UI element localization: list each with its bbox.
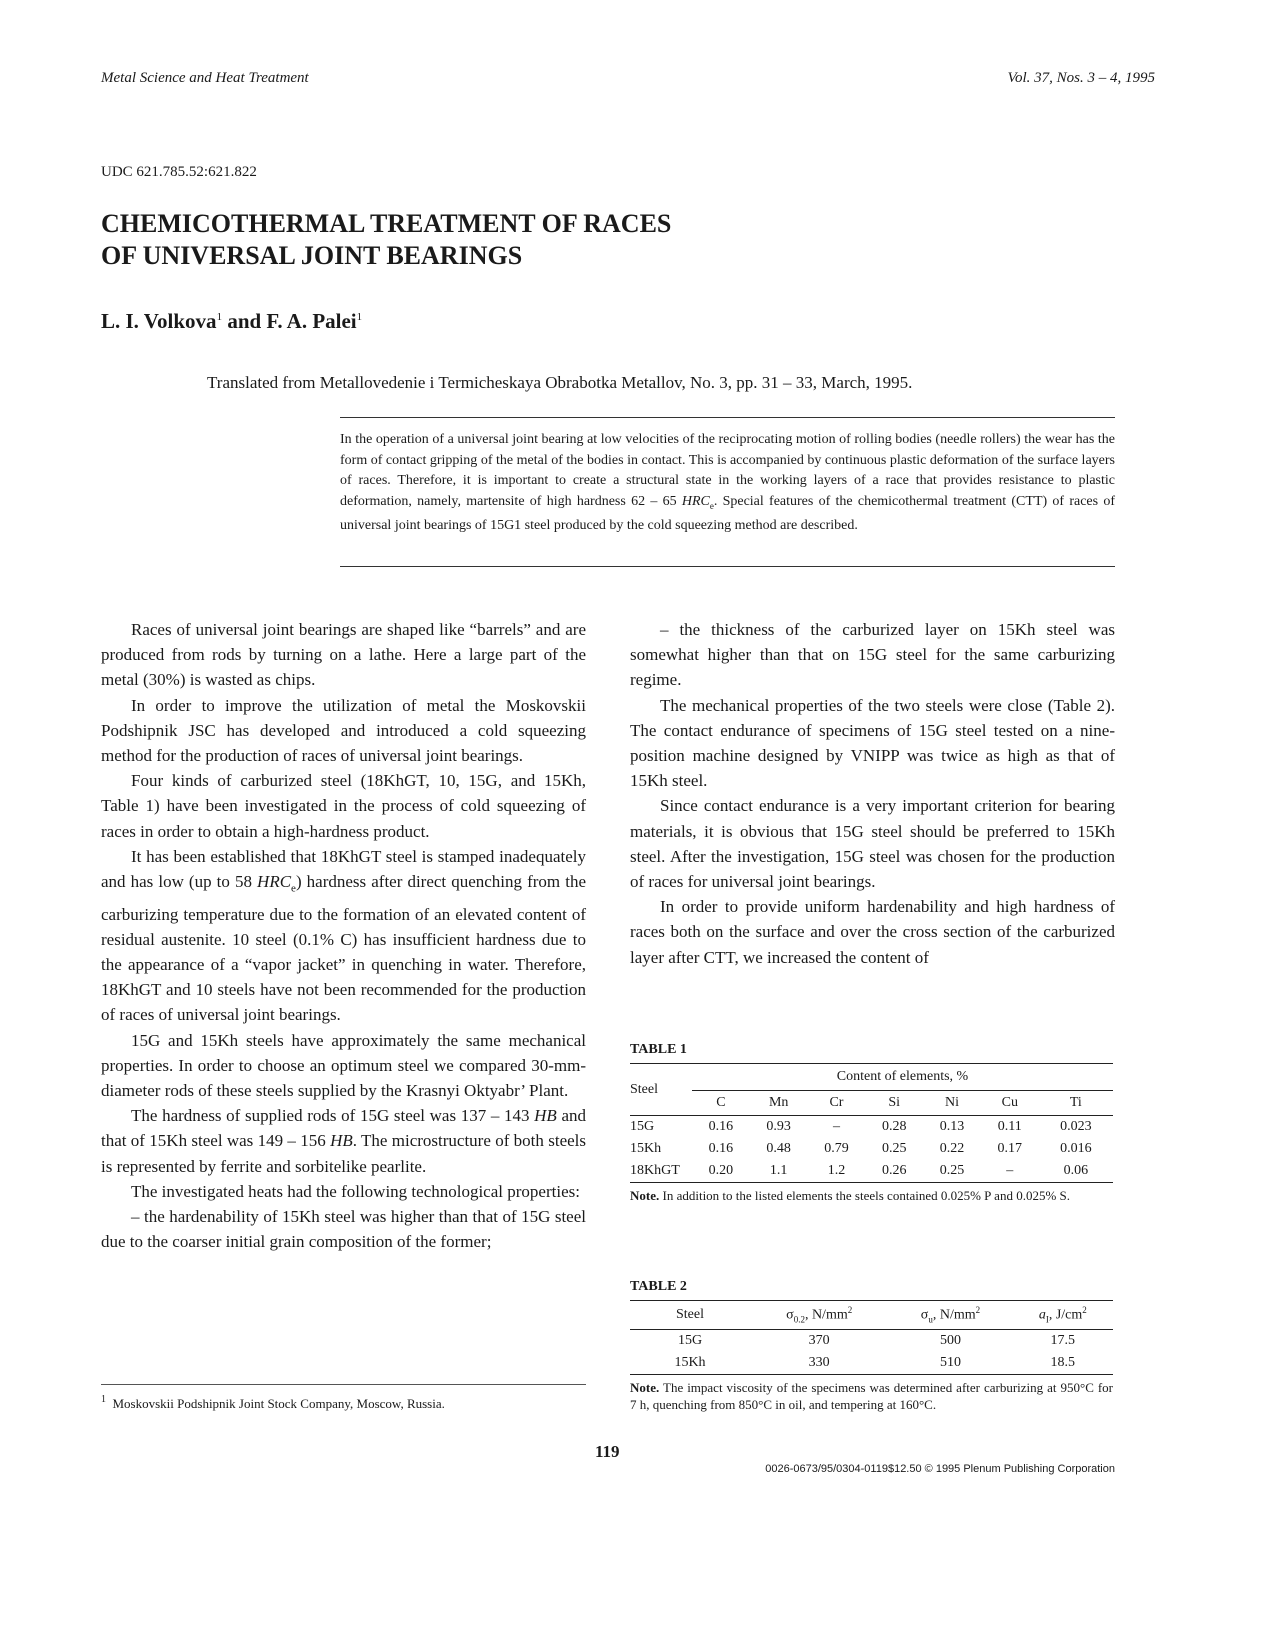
table-1-value-cell: 0.016 [1060,1141,1092,1156]
table-2-cell-sigma02: 370 [808,1333,830,1348]
table-1-value-cell: 0.023 [1060,1119,1092,1134]
table-1-value-cell: 1.1 [769,1163,788,1178]
impact-unit-sup: 2 [1082,1305,1087,1316]
abstract-part-2: . Special features of the chemicothermal treatment (CTT) of races of universal joint bearings of 15G1 steel produced by the cold squeezing method are described. [340,493,1115,533]
left-p4-part-a: It has been established that 18KhGT steel is stamped inadequately and has low (up to 58 [101,846,586,892]
journal-name: Metal Science and Heat Treatment [101,70,309,86]
table-1-value-cell: 0.11 [997,1119,1022,1134]
author-2: F. A. Palei [266,309,357,333]
table-2-yield-header [750,1301,888,1330]
right-paragraph-3: Since contact endurance is a very important criterion for bearing materials, it is obvious that 15G steel should be preferred to 15Kh steel. After the investigation, 15G steel was chosen for the production of races for universal joint bearings. [630,796,1115,892]
udc-code: UDC 621.785.52:621.822 [101,164,257,180]
abstract-part-1: In the operation of a universal joint bearing at low velocities of the reciprocating motion of rolling bodies (needle rollers) the wear has the form of contact gripping of the metal of the bodies in contact. This is accompanied by continuous plastic deformation of the surface layers of races. Therefore, it is important to create a structural state in the working layers of a race that provides resistance to plastic deformation, namely, martensite of high hardness 62 – 65 [340,432,1115,509]
author-1: L. I. Volkova [101,309,217,333]
left-p6-hb-2: HB [330,1131,353,1151]
table-1-col-header: Cr [829,1095,844,1110]
authors [101,309,362,334]
yield-sub: 0.2 [793,1314,805,1325]
table-1-value-cell: 0.06 [1063,1163,1089,1178]
table-row [630,1138,1113,1160]
sigma-symbol: σ [786,1307,794,1323]
left-p4-hrc-sub: e [291,882,296,895]
table-2-cell-a: 17.5 [1050,1333,1076,1348]
abstract-hrc: HRC [681,493,710,509]
table-row [630,1160,1113,1183]
table-1-note [630,1187,1113,1204]
left-paragraph-4 [101,844,586,1028]
yield-unit-sup: 2 [847,1305,853,1316]
table-2-cell-sigmau: 510 [939,1355,961,1370]
right-paragraph-4: In order to provide uniform hardenability and high hardness of races both on the surface and over the cross section of the carburized layer after CTT, we increased the content of [630,897,1115,967]
sigma-symbol: σ [920,1307,929,1323]
table-2-label: TABLE 2 [630,1279,687,1294]
left-p6-part-b: and that of 15Kh steel was 149 – 156 [101,1106,586,1151]
left-p4-hrc: HRC [257,872,292,892]
affiliation-mark-1: 1 [216,311,223,323]
table-1-col-header: Ti [1069,1095,1082,1110]
title-line-2: OF UNIVERSAL JOINT BEARINGS [101,241,523,270]
table-2-note-label: Note. [630,1380,660,1395]
journal-volume: Vol. 37, Nos. 3 – 4, 1995 [1007,70,1155,86]
table-1-value-cell: 0.13 [939,1119,965,1134]
body-left-column [101,617,586,1254]
table-1-col-header: Mn [768,1095,789,1110]
table-2-note-text: The impact viscosity of the specimens was determined after carburizing at 950°C for 7 h, quenching from 850°C in oil, and tempering at 160°C. [630,1380,1114,1412]
table-2-cell-a: 18.5 [1050,1355,1076,1370]
table-2-cell-steel: 15Kh [674,1355,706,1370]
affiliation-mark-2: 1 [356,311,363,323]
table-1-note-text: In addition to the listed elements the steels contained 0.025% P and 0.025% S. [662,1188,1071,1203]
left-paragraph-3: Four kinds of carburized steel (18KhGT, 10, 15G, and 15Kh, Table 1) have been investigated in the process of cold squeezing of races in order to obtain a high-hardness product. [101,771,586,841]
abstract-hrc-sub: e [709,500,714,511]
table-1-value-cell: 0.25 [881,1141,907,1156]
left-paragraph-8: – the hardenability of 15Kh steel was higher than that of 15G steel due to the coarser initial grain composition of the former; [101,1207,586,1252]
abstract-top-rule [340,417,1115,418]
table-1-column-header-row [630,1091,1113,1116]
table-1-group-header: Content of elements, % [692,1064,1113,1091]
table-row [630,1352,1113,1375]
table-1-value-cell: 0.16 [708,1141,734,1156]
impact-symbol: a [1038,1307,1046,1323]
author-connector: and [227,309,262,333]
abstract [340,430,1115,536]
table-2-strength-header [888,1301,1012,1330]
table-1-value-cell: – [832,1119,840,1134]
table-2 [630,1300,1113,1413]
strength-unit-sup: 2 [975,1305,981,1316]
left-paragraph-1: Races of universal joint bearings are shaped like “barrels” and are produced from rods by turning on a lathe. Here a large part of the metal (30%) is wasted as chips. [101,620,586,690]
left-paragraph-7: The investigated heats had the following technological properties: [131,1181,580,1201]
footnote-rule [101,1384,586,1385]
table-1-value-cell: 0.93 [766,1119,791,1134]
article-title [101,208,861,272]
table-2-body [630,1330,1113,1375]
left-paragraph-6 [101,1103,586,1179]
left-p6-part-a: The hardness of supplied rods of 15G steel was 137 – 143 [131,1106,530,1126]
table-1-value-cell: 1.2 [827,1163,846,1178]
table-1-value-cell: 0.16 [708,1119,734,1134]
table-2-steel-header: Steel [676,1307,704,1322]
left-paragraph-5: 15G and 15Kh steels have approximately the same mechanical properties. In order to choose an optimum steel we compared 30-mm-diameter rods of these steels supplied by the Krasnyi Oktyabr’ Plant. [101,1030,586,1101]
table-1-col-header: Ni [945,1095,960,1110]
table-1-steel-cell: 18KhGT [630,1163,680,1178]
table-1-grid [630,1063,1113,1183]
table-1-value-cell: 0.22 [939,1141,965,1156]
table-1-steel-header: Steel [630,1064,692,1116]
table-1-col-header: C [716,1095,726,1110]
table-1-body [630,1116,1113,1183]
table-1-value-cell: 0.17 [997,1141,1023,1156]
table-row [630,1116,1113,1139]
table-2-cell-sigma02: 330 [808,1355,830,1370]
yield-unit: , N/mm [804,1307,848,1323]
table-1-value-cell: – [1006,1163,1014,1178]
strength-unit: , N/mm [932,1307,976,1323]
right-paragraph-2: The mechanical properties of the two steels were close (Table 2). The contact endurance of specimens of 15G steel tested on a nine-position machine designed by VNIPP was twice as high as that of 15Kh steel. [630,695,1115,791]
page-number: 119 [595,1442,620,1461]
footnote [101,1394,445,1412]
strength-sub: u [928,1314,933,1325]
left-p6-part-c: . The microstructure of both steels is represented by ferrite and sorbitelike pearlite. [101,1131,586,1176]
table-1-steel-cell: 15Kh [630,1141,662,1156]
table-2-note [630,1379,1113,1413]
left-paragraph-2: In order to improve the utilization of metal the Moskovskii Podshipnik JSC has developed and introduced a cold squeezing method for the production of races of universal joint bearings. [101,695,586,766]
table-2-impact-header [1013,1301,1113,1330]
body-right-column [630,617,1115,970]
table-1-value-cell: 0.25 [939,1163,965,1178]
impact-unit: , J/cm [1048,1307,1083,1323]
right-paragraph-1: – the thickness of the carburized layer on 15Kh steel was somewhat higher than that on 15G steel for the same carburizing regime. [630,620,1115,690]
impact-sub: I [1045,1314,1049,1325]
abstract-bottom-rule [340,566,1115,567]
footnote-text: Moskovskii Podshipnik Joint Stock Company, Moscow, Russia. [112,1396,445,1411]
translated-from: Translated from Metallovedenie i Termicheskaya Obrabotka Metallov, No. 3, pp. 31 – 33, March, 1995. [207,373,913,392]
table-1 [630,1063,1113,1204]
table-1-label: TABLE 1 [630,1042,687,1057]
table-1-value-cell: 0.20 [708,1163,734,1178]
left-p6-hb-1: HB [534,1106,557,1126]
table-1-steel-cell: 15G [630,1119,655,1134]
table-2-cell-steel: 15G [677,1333,703,1348]
table-1-value-cell: 0.48 [766,1141,791,1156]
title-line-1: CHEMICOTHERMAL TREATMENT OF RACES [101,209,672,238]
table-1-value-cell: 0.26 [881,1163,907,1178]
table-row [630,1330,1113,1353]
table-1-value-cell: 0.28 [881,1119,907,1134]
table-1-note-label: Note. [630,1188,660,1203]
left-p4-part-b: ) hardness after direct quenching from the carburizing temperature due to the formation of an elevated content of residual austenite. 10 steel (0.1% C) has insufficient hardness due to the appearance of a “vapor jacket” in quenching in water. Therefore, 18KhGT and 10 steels have not been recommended for the production of races of universal joint bearings. [101,872,586,1025]
table-2-cell-sigmau: 500 [939,1333,961,1348]
table-1-value-cell: 0.79 [824,1141,849,1156]
table-1-col-header: Cu [1001,1095,1018,1110]
copyright-line: 0026-0673/95/0304-0119$12.50 © 1995 Plenum Publishing Corporation [765,1463,1115,1475]
footnote-mark: 1 [101,1394,106,1405]
table-2-grid [630,1300,1113,1375]
table-1-col-header: Si [888,1095,901,1110]
